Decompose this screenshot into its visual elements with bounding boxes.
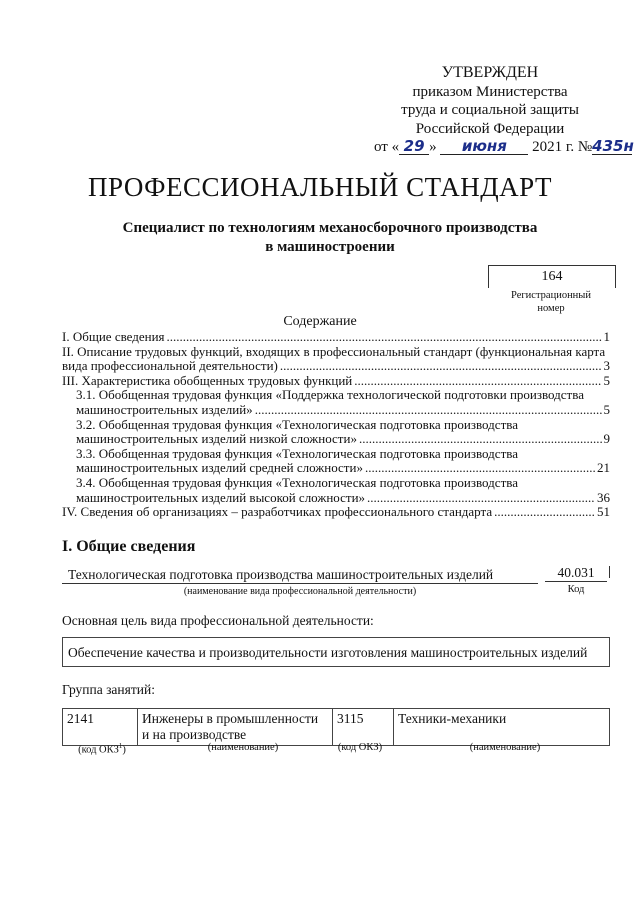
col-caption-name-1: (наименование) [207,742,279,753]
activity-name: Технологическая подготовка производства машиностроительных изделий [62,566,538,584]
approval-heading: УТВЕРЖДЕН [441,64,539,81]
toc-entry-text-line1: 3.4. Обобщенная трудовая функция «Технологическая подготовка производства [76,474,518,490]
order-month: июня [440,139,528,155]
toc-leader-dots [367,491,595,506]
toc-leader-dots [359,432,602,447]
toc-entry-page: 5 [603,401,610,417]
toc-leader-dots [167,330,602,345]
table-of-contents [62,330,610,520]
toc-entry-text-line1: 3.3. Обобщенная трудовая функция «Технологическая подготовка производства [76,445,518,461]
col-caption-okz-code-2: (код ОКЗ) [337,742,383,753]
toc-entry-text: III. Характеристика обобщенных трудовых функций [62,372,353,388]
toc-entry-3-2[interactable] [62,418,610,447]
toc-entry-3-1[interactable] [62,388,610,417]
toc-entry-text-line1: II. Описание трудовых функций, входящих в профессиональный стандарт (функциональная карта [62,343,606,359]
okz-name-cell: Техники-механики [394,709,610,746]
toc-entry-page: 51 [597,504,610,520]
toc-entry-text-line1: 3.2. Обобщенная трудовая функция «Технологическая подготовка производства [76,416,518,432]
approval-line-2: труда и социальной защиты [401,102,579,118]
toc-entry-1[interactable] [62,330,610,345]
okz-code-cell: 3115 [333,709,394,746]
toc-entry-text: машиностроительных изделий» [76,401,253,417]
toc-leader-dots [280,359,602,374]
toc-entry-text: машиностроительных изделий средней сложности» [76,460,363,476]
toc-leader-dots [255,403,602,418]
col-caption-name-2: (наименование) [469,742,541,753]
toc-entry-2[interactable] [62,345,610,374]
table-row [63,709,610,746]
order-day: 29 [399,139,429,155]
subtitle-line-1: Специалист по технологиям механосборочного производства [122,220,538,236]
toc-leader-dots [494,505,595,520]
toc-leader-dots [354,374,601,389]
activity-name-caption: (наименование вида профессиональной деятельности) [183,586,417,597]
approval-line-1: приказом Министерства [412,83,568,100]
toc-entry-page: 36 [597,489,610,505]
col-caption-close: ) [122,744,126,756]
toc-leader-dots [365,461,595,476]
code-box-edge [609,566,610,578]
toc-entry-page: 3 [603,358,610,374]
toc-entry-page: 21 [597,460,610,476]
toc-entry-3-4[interactable] [62,476,610,505]
subtitle-line-2: в машиностроении [265,239,395,255]
toc-entry-page: 9 [603,431,610,447]
toc-entry-4[interactable] [62,505,610,520]
toc-entry-page: 1 [603,329,610,344]
order-quote-close: » [429,139,437,155]
okz-name-cell: Инженеры в промышленности и на производстве [138,709,333,746]
goal-text: Обеспечение качества и производительности изготовления машиностроительных изделий [62,637,610,667]
toc-entry-3[interactable] [62,374,610,389]
registration-label-line-2: номер [537,303,565,314]
occupation-group-table [62,708,610,746]
order-from: от « [374,139,400,155]
registration-number-box: 164 [488,265,616,288]
section-heading: I. Общие сведения [62,538,196,555]
toc-entry-3-3[interactable] [62,447,610,476]
toc-entry-text: машиностроительных изделий низкой сложности» [76,431,357,447]
order-line [374,137,634,157]
toc-entry-text: вида профессиональной деятельности) [62,358,278,374]
document-subtitle [80,219,580,257]
toc-entry-page: 5 [603,372,610,388]
activity-code: 40.031 [545,564,607,582]
toc-entry-text: IV. Сведения об организациях – разработчиках профессионального стандарта [62,504,493,520]
approval-block [360,64,634,157]
order-number: 435н [592,137,634,155]
col-caption-text: (код ОКЗ [78,744,119,756]
toc-entry-text: машиностроительных изделий высокой сложности» [76,489,366,505]
registration-label-line-1: Регистрационный [511,290,591,301]
occupation-group-label: Группа занятий: [62,682,155,697]
toc-title: Содержание [283,314,357,329]
footnote-mark: 1 [118,742,123,750]
document-title: ПРОФЕССИОНАЛЬНЫЙ СТАНДАРТ [87,172,553,202]
registration-label [488,289,614,315]
okz-code-cell: 2141 [63,709,138,746]
approval-line-3: Российской Федерации [415,120,565,137]
toc-entry-text: I. Общие сведения [62,329,165,344]
toc-entry-text-line1: 3.1. Обобщенная трудовая функция «Поддержка технологической подготовки производства [76,387,584,403]
activity-code-caption: Код [567,584,585,595]
goal-label: Основная цель вида профессиональной деятельности: [62,613,374,628]
order-year: 2021 г. № [532,139,593,155]
col-caption-okz-code-1 [62,742,142,756]
